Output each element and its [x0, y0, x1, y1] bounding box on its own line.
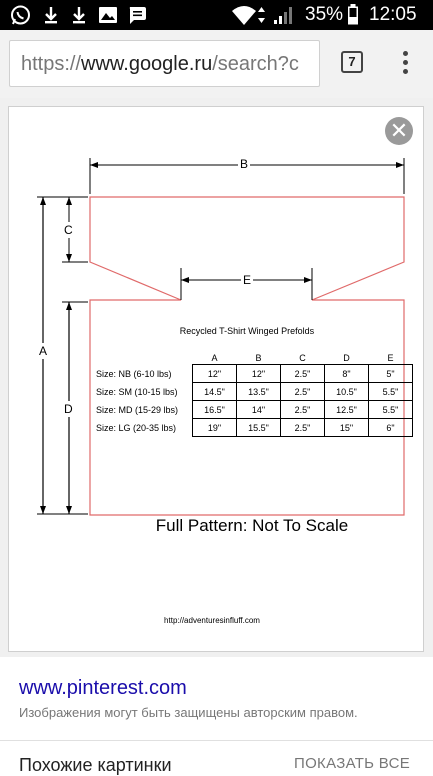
dimension-label-e: E: [243, 273, 252, 287]
show-all-button[interactable]: ПОКАЗАТЬ ВСЕ: [294, 755, 411, 772]
similar-images-heading: Похожие картинки: [19, 755, 172, 775]
row-label: Size: SM (10-15 lbs): [96, 386, 178, 397]
column-header: A: [211, 353, 218, 363]
table-row: [96, 401, 413, 419]
column-header: E: [387, 353, 394, 363]
result-panel: [0, 657, 433, 775]
table-cell: 14": [237, 401, 281, 419]
table-row: [96, 365, 413, 383]
table-cell: 8": [325, 365, 369, 383]
source-url: http://adventuresinfluff.com: [164, 616, 260, 625]
table-cell: 5.5": [369, 383, 413, 401]
tab-switcher-button[interactable]: 7: [341, 51, 363, 73]
dimension-label-c: C: [64, 223, 73, 237]
table-row: [96, 419, 413, 437]
table-cell: 5.5": [369, 401, 413, 419]
table-cell: 2.5": [281, 401, 325, 419]
dimension-label-a: A: [39, 344, 48, 358]
table-cell: 10.5": [325, 383, 369, 401]
table-cell: 13.5": [237, 383, 281, 401]
clock: 12:05: [369, 4, 417, 25]
row-label: Size: MD (15-29 lbs): [96, 404, 179, 415]
table-cell: 19": [193, 419, 237, 437]
table-cell: 16.5": [193, 401, 237, 419]
pattern-caption: Full Pattern: Not To Scale: [155, 516, 349, 535]
column-header: C: [299, 353, 306, 363]
table-cell: 12.5": [325, 401, 369, 419]
table-cell: 6": [369, 419, 413, 437]
table-cell: 2.5": [281, 419, 325, 437]
table-header-row: [96, 352, 413, 365]
close-icon[interactable]: ✕: [385, 117, 413, 145]
table-cell: 15": [325, 419, 369, 437]
divider: [0, 740, 433, 741]
table-cell: 12": [193, 365, 237, 383]
table-cell: 15.5": [237, 419, 281, 437]
table-cell: 14.5": [193, 383, 237, 401]
table-cell: 2.5": [281, 383, 325, 401]
table-cell: 5": [369, 365, 413, 383]
size-table: [96, 352, 413, 437]
table-title: Recycled T-Shirt Winged Prefolds: [179, 326, 315, 336]
dimension-label-d: D: [64, 402, 73, 416]
table-cell: 12": [237, 365, 281, 383]
url-text: https://www.google.ru/search?c: [21, 53, 299, 75]
row-label: Size: NB (6-10 lbs): [96, 368, 172, 379]
copyright-notice: Изображения могут быть защищены авторским правом.: [19, 705, 358, 720]
source-site-link[interactable]: www.pinterest.com: [19, 677, 187, 699]
dimension-label-b: B: [240, 157, 249, 171]
column-header: D: [343, 353, 350, 363]
table-row: [96, 383, 413, 401]
row-label: Size: LG (20-35 lbs): [96, 422, 177, 433]
column-header: B: [255, 353, 262, 363]
battery-percent: 35%: [305, 4, 344, 25]
table-cell: 2.5": [281, 365, 325, 383]
